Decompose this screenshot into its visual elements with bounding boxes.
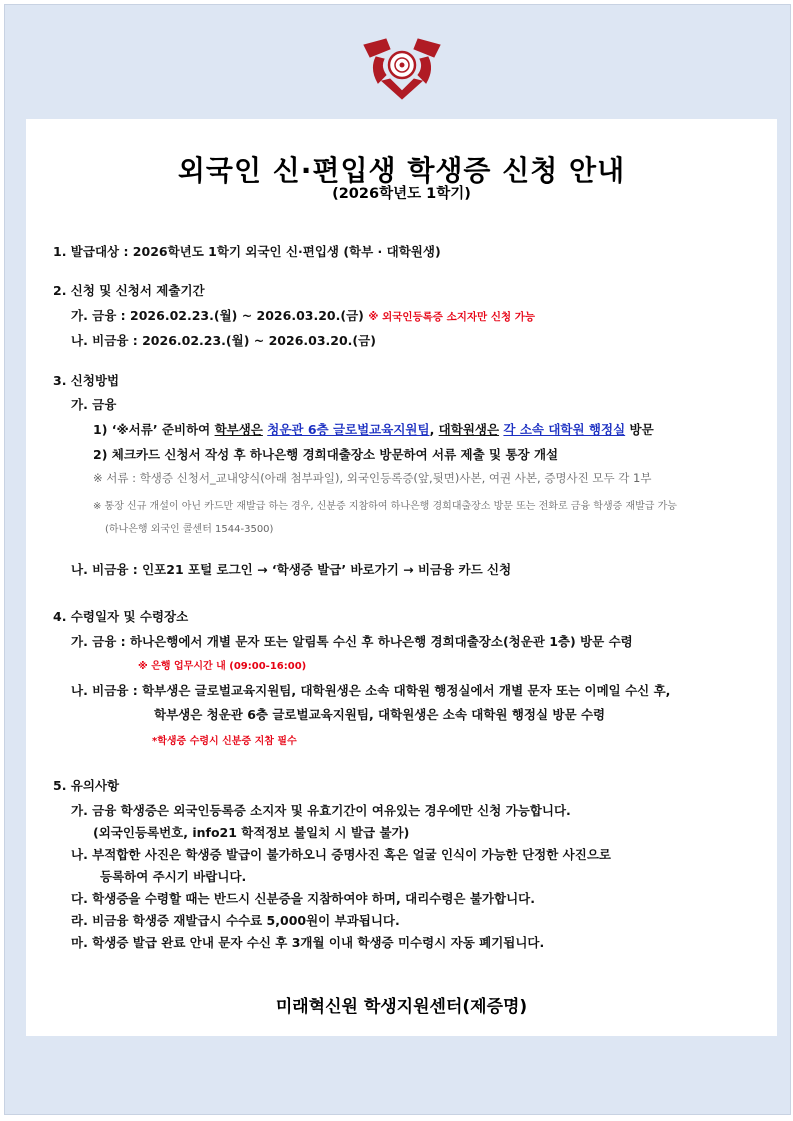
caution-c: 다. 학생증을 수령할 때는 반드시 신분증을 지참하여야 하며, 대리수령은 불가합니다. [71, 891, 535, 906]
university-emblem-icon [356, 35, 448, 101]
step-1-undergrad: 학부생은 [214, 422, 263, 437]
bank-hours-note: ※ 은행 업무시간 내 (09:00-16:00) [138, 661, 307, 672]
caution-d: 라. 비금융 학생증 재발급시 수수료 5,000원이 부과됩니다. [71, 913, 400, 928]
step-1-suffix: 방문 [625, 422, 654, 437]
section-3-callcenter-note: (하나은행 외국인 콜센터 1544-3500) [105, 524, 274, 535]
caution-b-line-2: 등록하여 주시기 바랍니다. [100, 869, 247, 884]
section-4-nonfinancial-pickup-2: 학부생은 청운관 6층 글로벌교육지원팀, 대학원생은 소속 대학원 행정실 방문 수령 [154, 707, 606, 722]
section-4-heading: 4. 수령일자 및 수령장소 [53, 609, 189, 624]
section-3-step-2: 2) 체크카드 신청서 작성 후 하나은행 경희대출장소 방문하여 서류 제출 및 통장 개설 [93, 447, 559, 462]
caution-a-line-2: (외국인등록번호, info21 학적정보 불일치 시 발급 불가) [93, 825, 410, 840]
section-2-heading: 2. 신청 및 신청서 제출기간 [53, 283, 205, 298]
section-3-step-1 [93, 420, 654, 438]
section-5-heading: 5. 유의사항 [53, 778, 120, 793]
page-title: 외국인 신·편입생 학생증 신청 안내 [177, 154, 626, 187]
step-1-grad: 대학원생은 [438, 422, 500, 437]
section-3-documents-note: ※ 서류 : 학생증 신청서_교내양식(아래 첨부파일), 외국인등록증(앞,뒷면)사본, 여권 사본, 증명사진 모두 각 1부 [93, 471, 652, 485]
step-1-prefix: 1) ‘※서류’ 준비하여 [93, 422, 215, 437]
footer-department: 미래혁신원 학생지원센터(제증명) [275, 997, 528, 1017]
section-3-nonfinancial: 나. 비금융 : 인포21 포털 로그인 → ‘학생증 발급’ 바로가기 → 비금융 카드 신청 [71, 562, 512, 577]
section-3-reissue-note: ※ 통장 신규 개설이 아닌 카드만 재발급 하는 경우, 신분증 지참하여 하나은행 경희대출장소 방문 또는 전화로 금융 학생증 재발급 가능 [93, 501, 677, 512]
caution-a-line-1: 가. 금융 학생증은 외국인등록증 소지자 및 유효기간이 여유있는 경우에만 신청 가능합니다. [71, 803, 571, 818]
section-3-financial-heading: 가. 금융 [71, 397, 117, 412]
id-required-note: *학생증 수령시 신분증 지참 필수 [152, 736, 297, 747]
page-subtitle: (2026학년도 1학기) [332, 186, 471, 202]
section-2-financial-period [71, 306, 535, 324]
graduate-office-link[interactable]: 각 소속 대학원 행정실 [503, 422, 626, 437]
section-1-eligibility: 1. 발급대상 : 2026학년도 1학기 외국인 신·편입생 (학부 · 대학원생) [53, 244, 441, 259]
caution-e: 마. 학생증 발급 완료 안내 문자 수신 후 3개월 이내 학생증 미수령시 자동 폐기됩니다. [71, 935, 545, 950]
section-2-nonfinancial-period: 나. 비금융 : 2026.02.23.(월) ~ 2026.03.20.(금) [71, 333, 376, 348]
notice-document [26, 119, 777, 1036]
caution-b-line-1: 나. 부적합한 사진은 학생증 발급이 불가하오니 증명사진 혹은 얼굴 인식이 가능한 단정한 사진으로 [71, 847, 611, 862]
financial-period-note: ※ 외국인등록증 소지자만 신청 가능 [368, 311, 536, 323]
section-4-financial-pickup: 가. 금융 : 하나은행에서 개별 문자 또는 알림톡 수신 후 하나은행 경희대출장소(청운관 1층) 방문 수령 [71, 634, 633, 649]
step-1-comma: , [429, 422, 439, 437]
page-frame [4, 4, 791, 1115]
global-education-team-link[interactable]: 청운관 6층 글로벌교육지원팀 [267, 422, 430, 437]
financial-period-text: 가. 금융 : 2026.02.23.(월) ~ 2026.03.20.(금) [71, 308, 364, 323]
section-3-heading: 3. 신청방법 [53, 373, 120, 388]
section-4-nonfinancial-pickup-1: 나. 비금융 : 학부생은 글로벌교육지원팀, 대학원생은 소속 대학원 행정실에서 개별 문자 또는 이메일 수신 후, [71, 683, 671, 698]
